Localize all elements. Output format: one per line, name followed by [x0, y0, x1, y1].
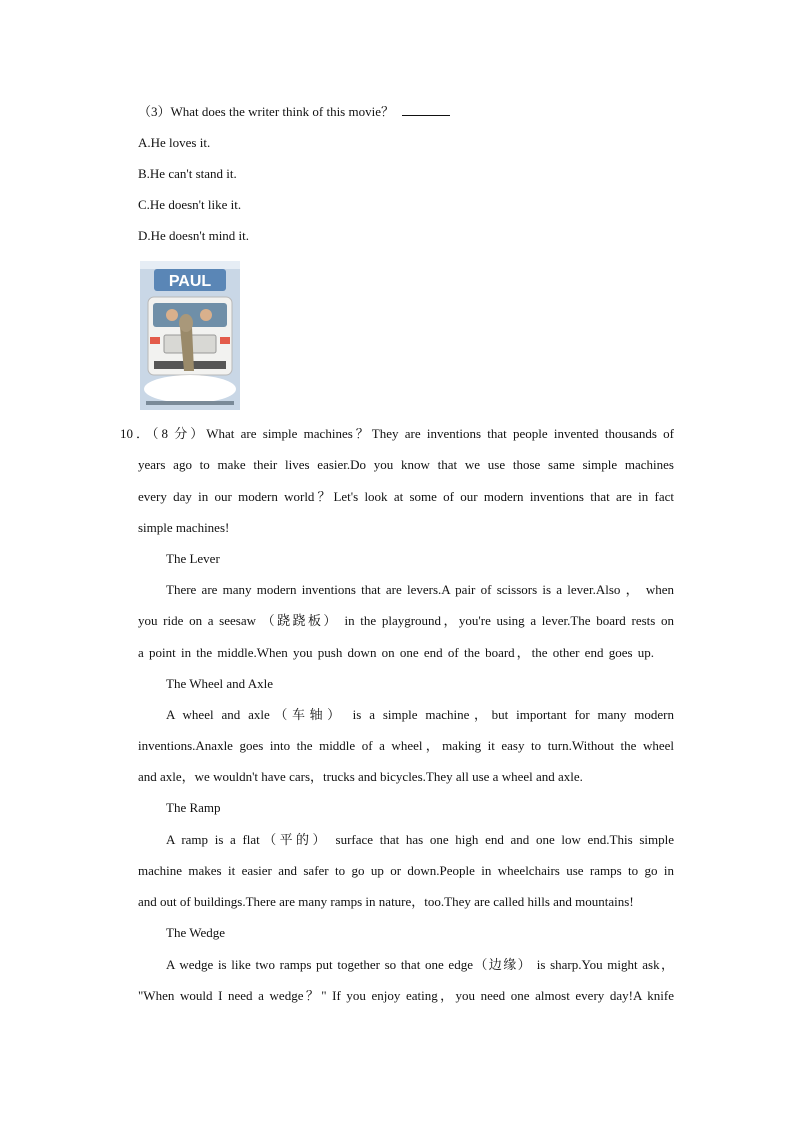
answer-blank[interactable] — [402, 103, 450, 116]
lever-line-2: you ride on a seesaw （跷跷板） in the playground，you're using a lever.The board rests on — [138, 613, 674, 628]
option-d: D.He doesn't mind it. — [138, 228, 250, 243]
movie-poster-image — [140, 261, 240, 410]
option-c: C.He doesn't like it. — [138, 197, 242, 212]
wedge-line-1: A wedge is like two ramps put together so that one edge（边缘） is sharp.You might ask， — [166, 957, 674, 972]
section-heading-ramp: The Ramp — [166, 800, 221, 815]
section-heading-lever: The Lever — [166, 551, 220, 566]
wheel-line-1: A wheel and axle（车轴） is a simple machine，but important for many modern — [166, 707, 674, 722]
ramp-line-3: and out of buildings.There are many ramps in nature，too.They are called hills and mountains! — [138, 894, 634, 909]
q10-line-2: years ago to make their lives easier.Do you know that we use those same simple machines — [138, 457, 674, 472]
poster-title: PAUL — [168, 273, 212, 290]
question-3-prompt — [138, 103, 450, 121]
poster-illustration — [140, 261, 240, 410]
wheel-line-3: and axle，we wouldn't have cars，trucks and bicycles.They all use a wheel and axle. — [138, 769, 583, 784]
q10-line-3: every day in our modern world？Let's look at some of our modern inventions that are in fact — [138, 489, 674, 504]
ramp-line-2: machine makes it easier and safer to go up or down.People in wheelchairs use ramps to go in — [138, 863, 674, 878]
wheel-line-2: inventions.Anaxle goes into the middle of a wheel，making it easy to turn.Without the wheel — [138, 738, 674, 753]
lever-line-1: There are many modern inventions that are levers.A pair of scissors is a lever.Also ， when — [166, 582, 674, 597]
wedge-line-2: "When would I need a wedge？" If you enjoy eating，you need one almost every day!A knife — [138, 988, 674, 1003]
option-a: A.He loves it. — [138, 135, 211, 150]
section-heading-wedge: The Wedge — [166, 925, 225, 940]
lever-line-3: a point in the middle.When you push down on one end of the board，the other end goes up. — [138, 645, 654, 660]
ramp-line-1: A ramp is a flat（平的） surface that has one high end and one low end.This simple — [166, 832, 674, 847]
q10-line-1: 10．（8 分）What are simple machines？They are inventions that people invented thousands of — [120, 426, 674, 441]
q10-line-4: simple machines! — [138, 520, 230, 535]
option-b: B.He can't stand it. — [138, 166, 237, 181]
question-3-prompt-text: （3）What does the writer think of this movie？ — [138, 104, 394, 119]
section-heading-wheel-axle: The Wheel and Axle — [166, 676, 273, 691]
